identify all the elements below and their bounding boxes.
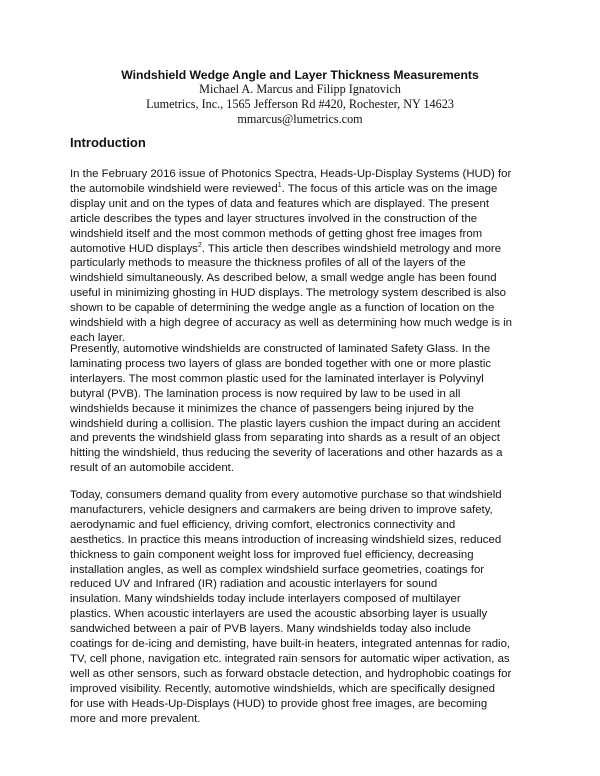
text-line: installation angles, as well as complex windshield surface geometries, coatings for: [70, 563, 485, 576]
paragraph-3: [70, 488, 540, 727]
text-line: sandwiched between a pair of PVB layers. Many windshields today also include: [70, 623, 471, 636]
text-line: well as other sensors, such as forward obstacle detection, and hydrophobic coatings for: [70, 667, 512, 680]
paragraph-2: [70, 342, 540, 476]
footnote-ref-2: 2: [197, 241, 202, 249]
text-line: windshields because it minimizes the chance of passengers being injured by the: [70, 402, 474, 415]
paper-title: Windshield Wedge Angle and Layer Thickness Measurements: [121, 68, 479, 82]
footnote-ref-1: 1: [277, 182, 282, 190]
affiliation: Lumetrics, Inc., 1565 Jefferson Rd #420, Rochester, NY 14623: [146, 97, 454, 111]
text-line: Presently, automotive windshields are constructed of laminated Safety Glass. In the: [70, 343, 491, 355]
text-line: result of an automobile accident.: [70, 462, 234, 475]
text-line: windshield simultaneously. As described below, a small wedge angle has been found: [70, 272, 497, 285]
text-line: improved visibility. Recently, automotive windshields, which are specifically designed: [70, 682, 496, 695]
text-line: butyral (PVB). The lamination process is now required by law to be used in all: [70, 387, 461, 400]
text-line: aerodynamic and fuel efficiency, driving comfort, electronics connectivity and: [70, 518, 456, 531]
text-line: manufacturers, vehicle designers and carmakers are being driven to improve safety,: [70, 503, 493, 516]
text-line: windshield with a high degree of accuracy as well as determining how much wedge is in: [70, 317, 512, 330]
text-line: aesthetics. In practice this means introduction of increasing windshield sizes, reduced: [70, 533, 502, 546]
text-line: particularly methods to measure the thickness profiles of all of the layers of the: [70, 257, 466, 270]
text-line: automotive HUD displays$^2$. This article then describes windshield metrology and more: [70, 241, 502, 255]
text-line: TV, cell phone, navigation etc. integrated rain sensors for automatic wiper activation, as: [70, 652, 510, 665]
text-line: laminating process two layers of glass are bonded together with one or more plastic: [70, 357, 492, 370]
text-line: and prevents the windshield glass from separating into shards as a result of an object: [70, 432, 500, 445]
text-line: for use with Heads-Up-Displays (HUD) to provide ghost free images, are becoming: [70, 697, 488, 710]
paragraph-1: [70, 167, 540, 346]
text-line: interlayers. The most common plastic used for the laminated interlayer is Polyvinyl: [70, 372, 484, 385]
text-line: the automobile windshield were reviewed$^1$. The focus of this article was on the image: [70, 182, 498, 195]
text-line: more and more prevalent.: [70, 712, 201, 725]
text-line: In the February 2016 issue of Photonics Spectra, Heads-Up-Display Systems (HUD) for: [70, 168, 512, 180]
text-line: windshield during a collision. The plastic layers cushion the impact during an accident: [70, 417, 501, 430]
text-line: display unit and on the types of data and features which are displayed. The present: [70, 197, 489, 210]
text-line: shown to be capable of determining the wedge angle as a function of location on the: [70, 302, 495, 315]
text-line: insulation. Many windshields today include interlayers composed of multilayer: [70, 593, 461, 606]
email: mmarcus@lumetrics.com: [237, 112, 363, 126]
text-line: windshield itself and the most common methods of getting ghost free images from: [70, 227, 483, 240]
text-line: article describes the types and layer structures involved in the construction of the: [70, 212, 478, 225]
text-line: hitting the windshield, thus reducing the severity of lacerations and other hazards as a: [70, 447, 503, 460]
text-line: each layer.: [70, 331, 126, 344]
text-line: thickness to gain component weight loss for improved fuel efficiency, decreasing: [70, 548, 474, 561]
text-line: useful in minimizing ghosting in HUD displays. The metrology system described is also: [70, 287, 506, 300]
text-line: coatings for de-icing and demisting, have built-in heaters, integrated antennas for radio,: [70, 638, 511, 651]
section-heading-introduction: Introduction: [70, 135, 146, 150]
text-line: plastics. When acoustic interlayers are used the acoustic absorbing layer is usually: [70, 608, 488, 621]
authors: Michael A. Marcus and Filipp Ignatovich: [199, 82, 401, 96]
text-line: reduced UV and Infrared (IR) radiation and acoustic interlayers for sound: [70, 578, 438, 591]
text-line: Today, consumers demand quality from every automotive purchase so that windshield: [70, 489, 502, 501]
